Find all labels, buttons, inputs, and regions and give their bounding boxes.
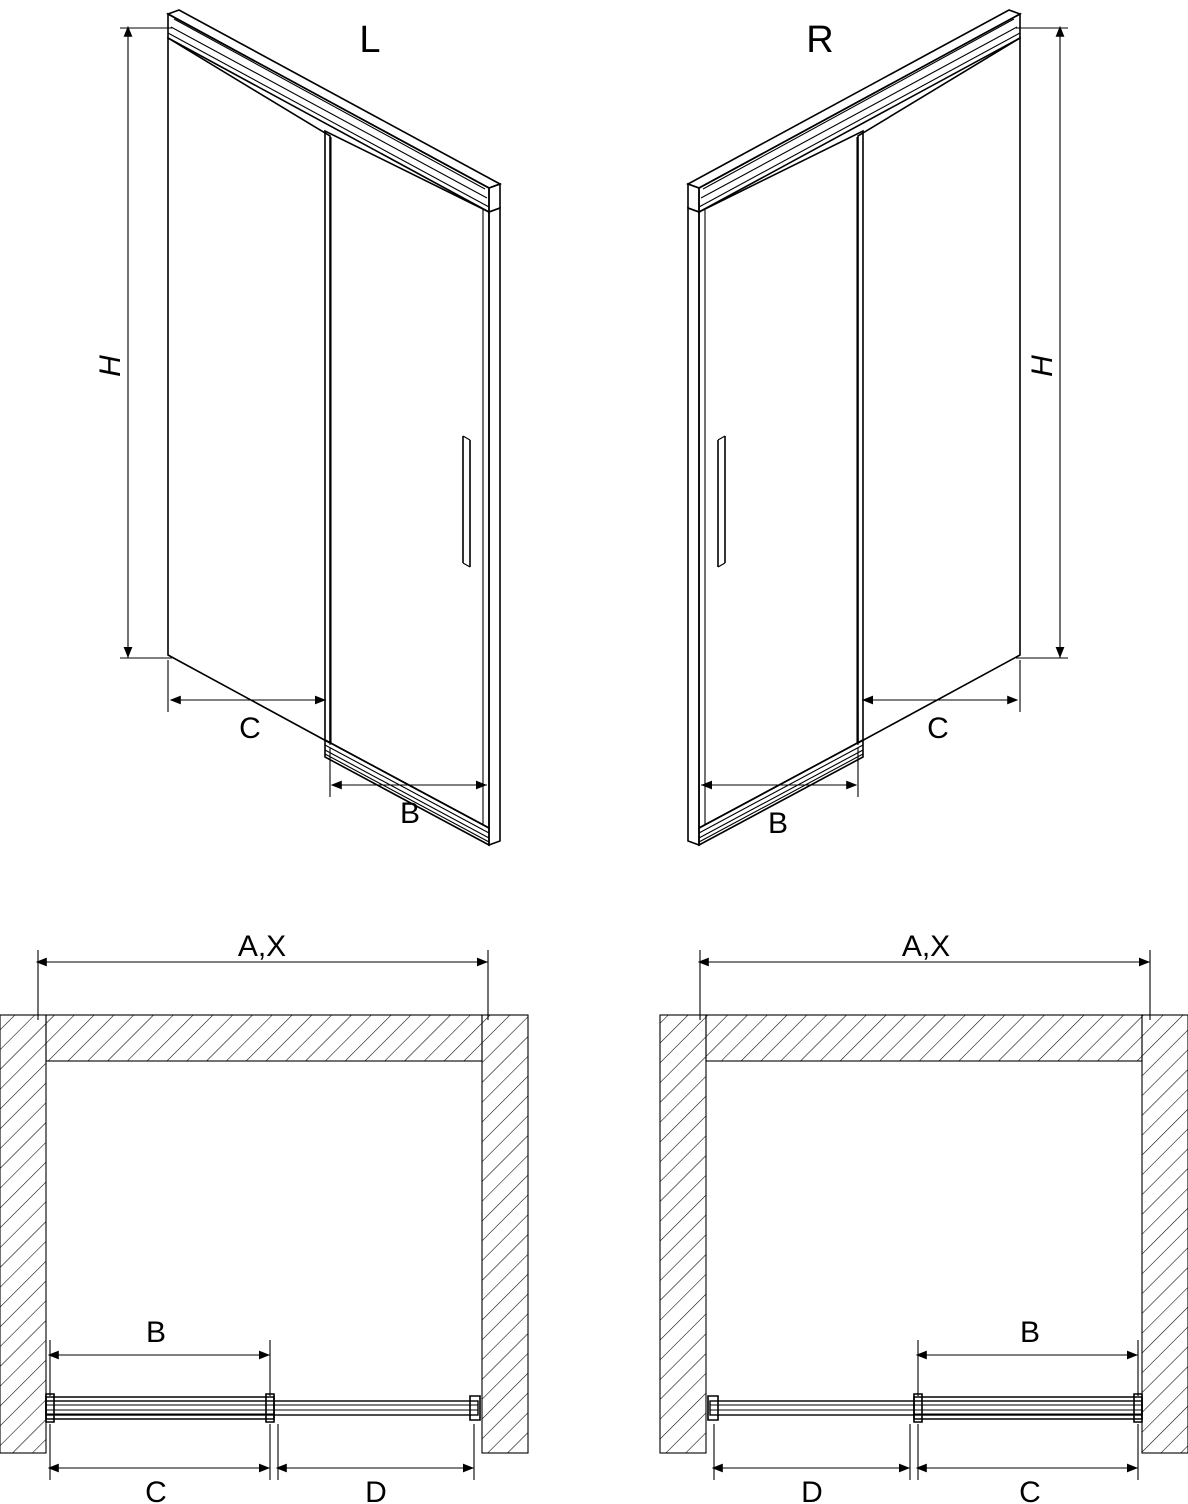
- plan-left-wall-top: [46, 1015, 482, 1061]
- door-handle-right: [718, 436, 725, 567]
- left-jamb-right-view: [688, 208, 699, 845]
- fixed-panel-right: [858, 38, 1020, 743]
- label-door-right: B: [767, 806, 789, 840]
- door-panel-right: [699, 131, 863, 828]
- dim-opening-plan-right: [714, 1424, 910, 1480]
- plan-right-wall-top: [706, 1015, 1142, 1061]
- label-fixed-left: C: [239, 711, 261, 745]
- label-fixed-right: C: [927, 711, 949, 745]
- dim-fixed-plan-right: [918, 1424, 1138, 1480]
- plan-left-track: [46, 1394, 480, 1422]
- label-fixed-plan-right: C: [1019, 1475, 1041, 1504]
- plan-right-wall-right: [1142, 1015, 1188, 1453]
- label-door-plan-left: B: [145, 1315, 167, 1349]
- label-height-left: H: [93, 355, 127, 377]
- dim-fixed-plan-left: [50, 1424, 270, 1480]
- title-right: R: [806, 19, 834, 62]
- plan-right-track: [708, 1394, 1142, 1422]
- fixed-panel-left: [168, 38, 330, 743]
- label-overall-plan-right: A,X: [901, 929, 951, 963]
- plan-right-wall-left: [660, 1015, 706, 1453]
- label-overall-plan-left: A,X: [237, 929, 287, 963]
- plan-left-wall-left: [0, 1015, 46, 1453]
- top-rail-left: [168, 10, 500, 212]
- elevation-left-view: [94, 10, 500, 845]
- label-opening-plan-right: D: [801, 1475, 823, 1504]
- plan-left-wall-right: [482, 1015, 528, 1453]
- dim-height-right: [1016, 28, 1068, 658]
- door-panel-left: [325, 131, 489, 828]
- dim-height-left: [120, 28, 172, 658]
- plan-right-view: [660, 930, 1188, 1504]
- dim-opening-plan-left: [278, 1424, 474, 1480]
- title-left: L: [359, 19, 381, 62]
- plan-left-view: [0, 930, 528, 1504]
- label-door-left: B: [399, 796, 421, 830]
- right-jamb-left-view: [489, 208, 500, 845]
- door-handle-left: [463, 436, 470, 567]
- top-rail-right: [688, 10, 1020, 212]
- label-door-plan-right: B: [1019, 1315, 1041, 1349]
- label-height-right: H: [1025, 355, 1059, 377]
- label-fixed-plan-left: C: [145, 1475, 167, 1504]
- elevation-right-view: [688, 10, 1068, 845]
- label-opening-plan-left: D: [365, 1475, 387, 1504]
